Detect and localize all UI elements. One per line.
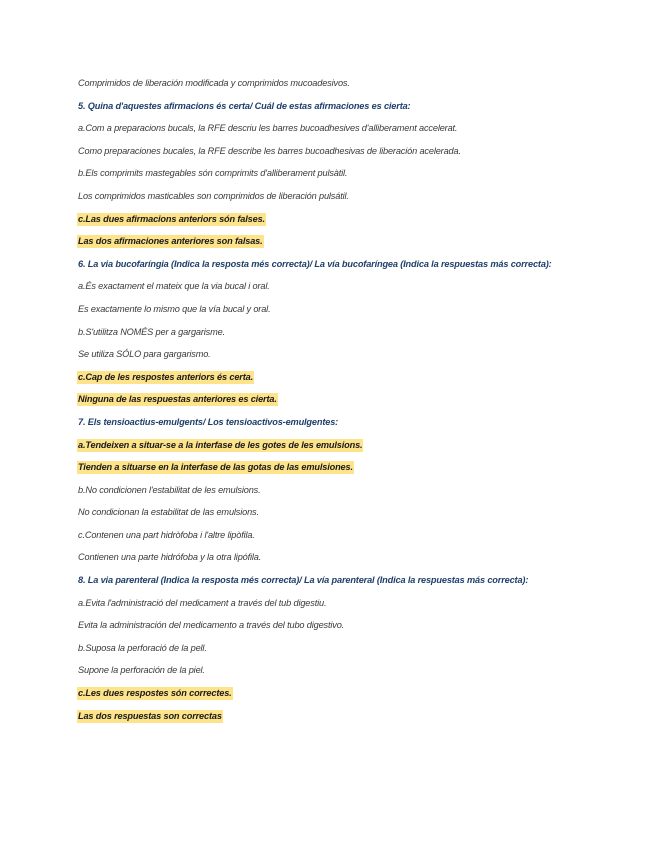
option-text [77,77,637,100]
line-text: 7. Els tensioactius-emulgents/ Los tensioactivos-emulgentes: [78,416,339,427]
line-text: 8. La via parenteral (Indica la resposta més correcta)/ La vía parenteral (Indica la respuestas más correcta): [78,575,529,586]
question-heading [77,258,637,281]
option-text [77,122,637,145]
line-text: Comprimidos de liberación modificada y comprimidos mucoadesivos. [78,78,350,88]
highlighted-answer [77,710,637,733]
option-text [77,597,637,620]
option-text [77,303,637,326]
option-text [77,280,637,303]
question-heading [77,416,637,439]
line-text: a.Com a preparacions bucals, la RFE descriu les barres bucoadhesives d'alliberament accelerat. [78,123,458,134]
line-text: c.Cap de les respostes anteriors és certa. [78,371,253,382]
highlighted-answer [77,393,637,416]
line-text: b.No condicionen l'estabilitat de les emulsions. [78,484,261,495]
highlighted-answer [77,213,637,236]
highlighted-answer [77,439,637,462]
option-text [77,642,637,665]
line-text: Evita la administración del medicamento a través del tubo digestivo. [78,620,345,631]
line-text: Las dos afirmaciones anteriores son falsas. [78,236,263,247]
option-text [77,167,637,190]
line-text: 6. La via bucofaríngia (Indica la resposta més correcta)/ La vía bucofaríngea (Indica la respuestas más correcta): [78,258,552,269]
line-text: Tienden a situarse en la interfase de las gotas de las emulsiones. [78,462,353,473]
option-text [77,529,637,552]
line-text: Es exactamente lo mismo que la vía bucal y oral. [78,303,271,314]
highlighted-answer [77,461,637,484]
option-text [77,619,637,642]
line-text: Como preparaciones bucales, la RFE describe les barres bucoadhesivas de liberación acelerada. [78,145,461,156]
line-text: Se utiliza SÓLO para gargarismo. [78,349,211,360]
document-body [77,77,637,732]
line-text: 5. Quina d'aquestes afirmacions és certa/ Cuál de estas afirmaciones es cierta: [78,100,411,111]
line-text: Las dos respuestas son correctas [78,710,222,721]
line-text: b.Suposa la perforació de la pell. [78,642,207,653]
line-text: a.És exactament el mateix que la via bucal i oral. [78,281,270,292]
line-text: Los comprimidos masticables son comprimidos de liberación pulsátil. [78,190,349,201]
line-text: b.Els comprimits mastegables són comprimits d'alliberament pulsàtil. [78,168,348,179]
line-text: c.Les dues respostes són correctes. [78,688,232,699]
line-text: Supone la perforación de la piel. [78,665,205,676]
highlighted-answer [77,235,637,258]
highlighted-answer [77,371,637,394]
option-text [77,664,637,687]
option-text [77,145,637,168]
line-text: No condicionan la estabilitat de las emulsions. [78,507,259,518]
option-text [77,326,637,349]
line-text: c.Contenen una part hidròfoba i l'altre lipòfila. [78,529,255,540]
option-text [77,190,637,213]
option-text [77,551,637,574]
option-text [77,484,637,507]
question-heading [77,574,637,597]
line-text: c.Las dues afirmacions anteriors són falses. [78,213,265,224]
line-text: b.S'utilitza NOMÉS per a gargarisme. [78,326,225,337]
line-text: Ninguna de las respuestas anteriores es cierta. [78,394,277,405]
option-text [77,348,637,371]
line-text: a.Evita l'administració del medicament a través del tub digestiu. [78,597,327,608]
line-text: Contienen una parte hidrófoba y la otra lipófila. [78,552,262,563]
highlighted-answer [77,687,637,710]
option-text [77,506,637,529]
question-heading [77,100,637,123]
line-text: a.Tendeixen a situar-se a la interfase de les gotes de les emulsions. [78,439,363,450]
